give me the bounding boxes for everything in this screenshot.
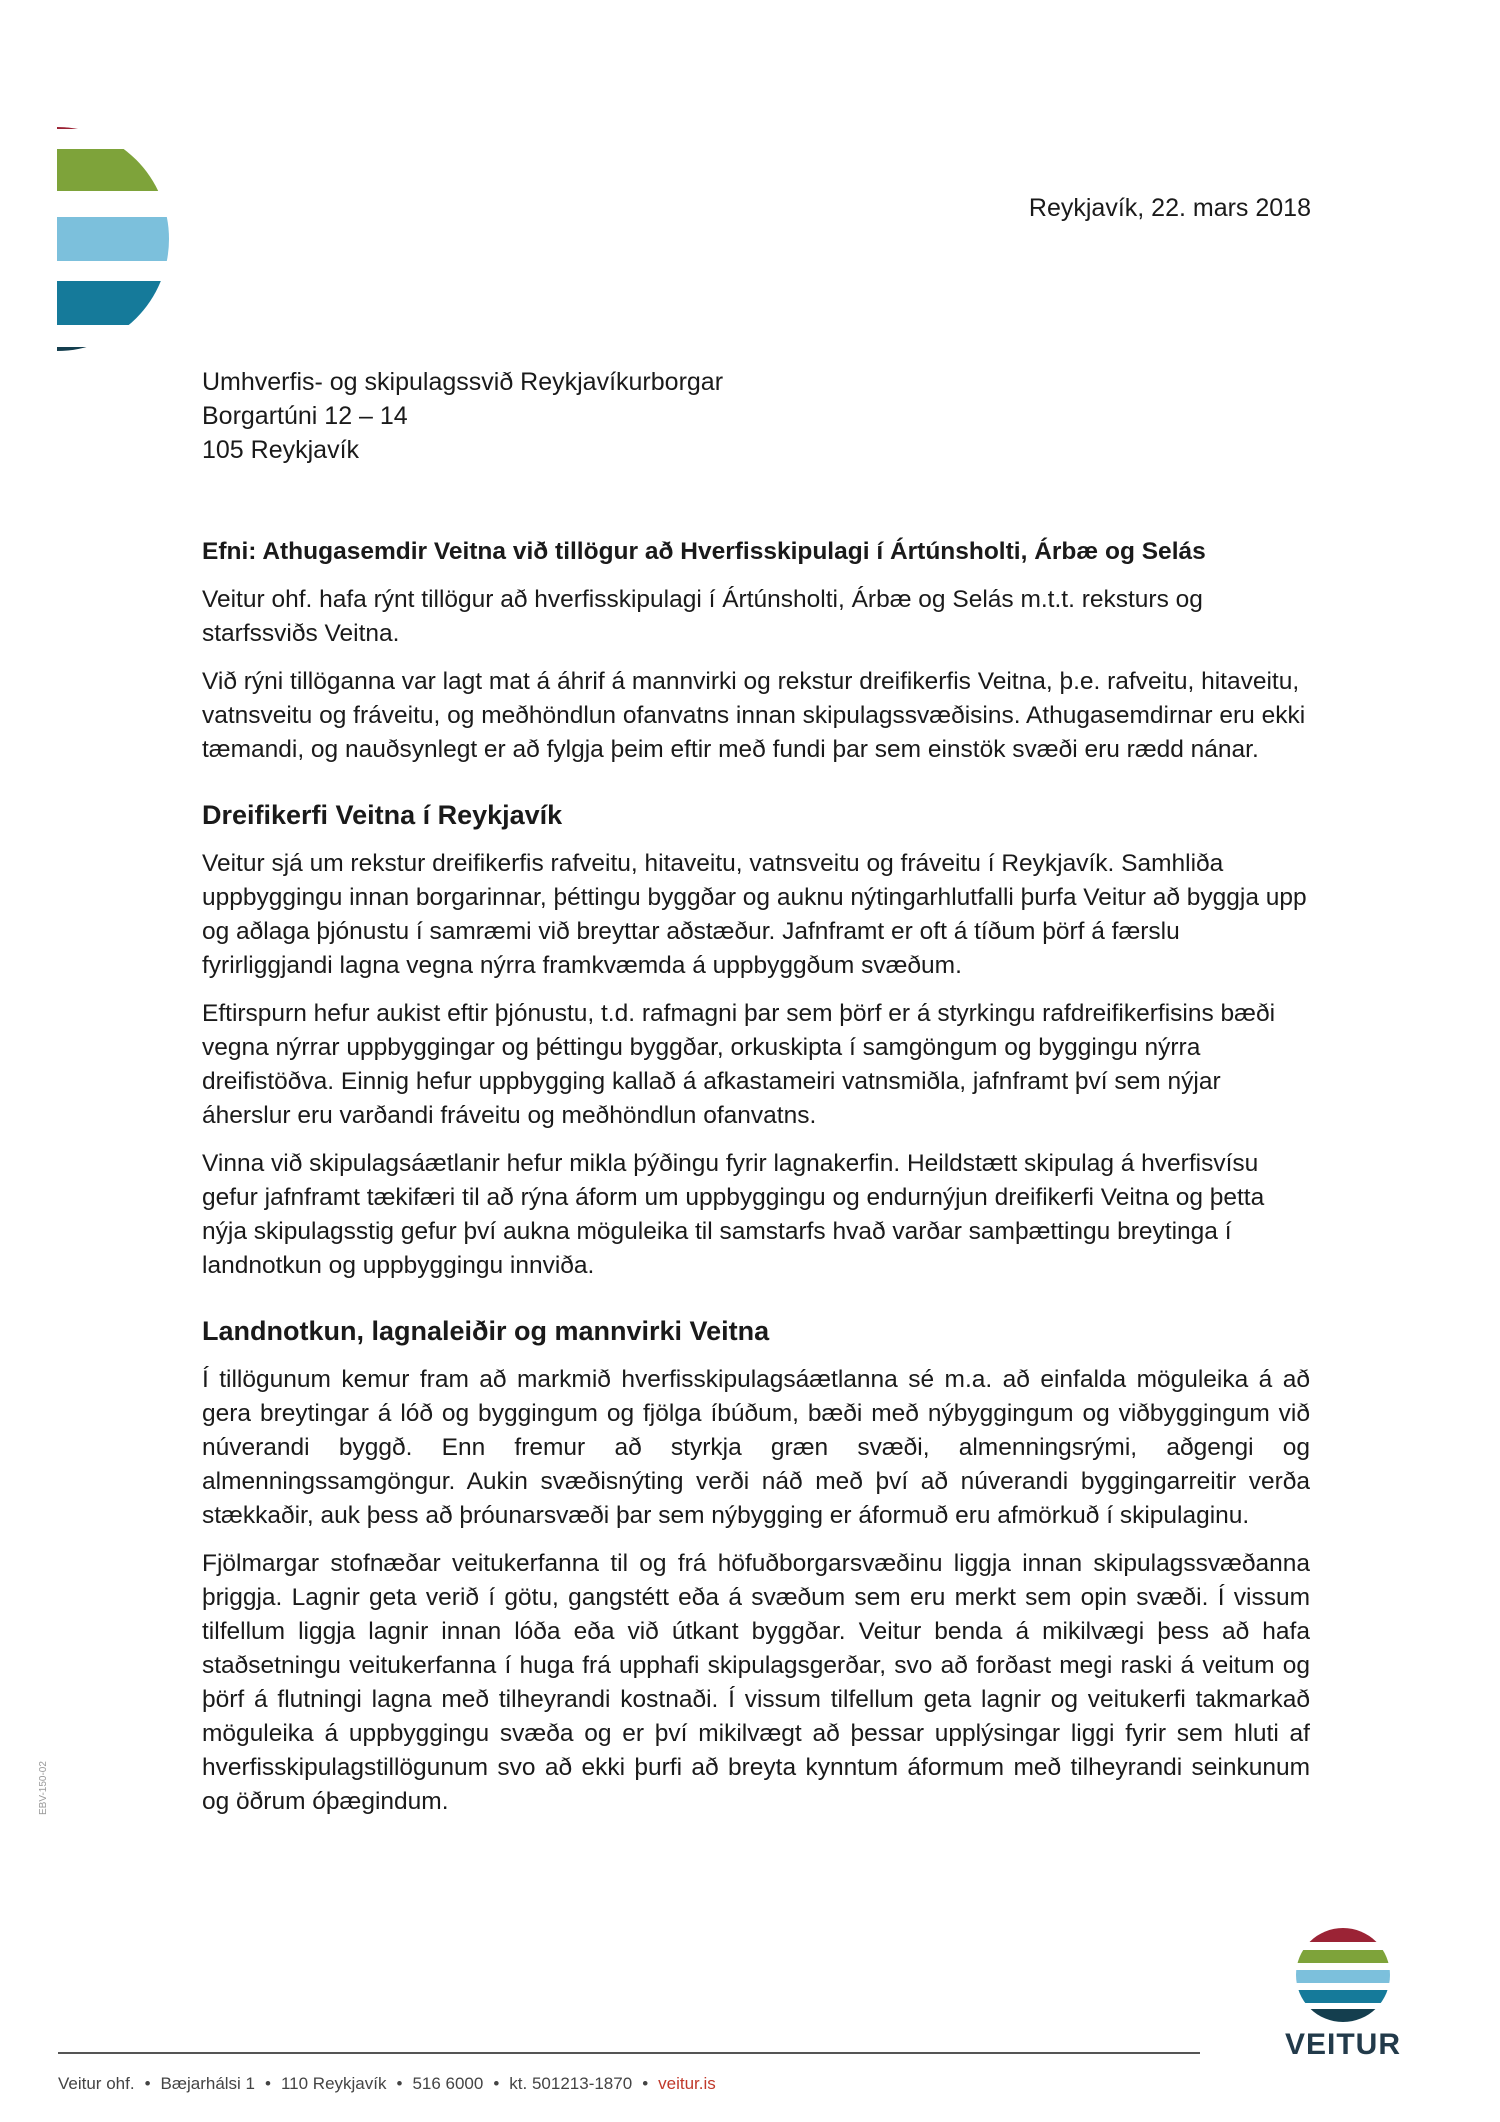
logo-half-circle — [57, 93, 169, 385]
logo-circle-icon — [1296, 1928, 1390, 2022]
footer-phone: 516 6000 — [412, 2074, 484, 2093]
recipient-line: 105 Reykjavík — [202, 436, 360, 464]
section-heading: Landnotkun, lagnaleiðir og mannvirki Veitna — [202, 1316, 770, 1346]
body-paragraph: Fjölmargar stofnæðar veitukerfanna til og frá höfuðborgarsvæðinu liggja innan skipulagssvæðanna þriggja. Lagnir geta verið í götu, gangstétt eða á svæðum sem eru merkt sem opin svæði. Í vissum tilfellum liggja lagnir innan lóða eða við útkant byggðar. Veitur benda á mikilvægi þess að hafa staðsetningu veitukerfanna í huga frá upphafi skipulagsgerðar, svo að forðast megi raski á veitum og þörf á flutningi lagna með tilheyrandi kostnaði. Í vissum tilfellum geta lagnir og veitukerfi takmarkað möguleika á uppbyggingu svæða og er því mikilvægt að þessar upplýsingar liggi fyrir sem hluti af hverfisskipulagstillögunum svo að ekki þurfi að breyta kynntum áformum með tilheyrandi seinkunum og öðrum óþægindum. — [202, 1550, 1310, 1815]
footer-separator: • — [396, 2074, 403, 2093]
footer-web-link[interactable]: veitur.is — [658, 2074, 716, 2093]
footer — [58, 2074, 716, 2094]
recipient-line: Umhverfis- og skipulagssvið Reykjavíkurborgar — [202, 368, 724, 396]
brand-name: VEITUR — [1284, 2028, 1401, 2061]
footer-company: Veitur ohf. — [58, 2074, 135, 2093]
logo-stripes-icon — [57, 93, 169, 385]
body-paragraph: Í tillögunum kemur fram að markmið hverfisskipulagsáætlanna sé m.a. að einfalda möguleika á að gera breytingar á lóð og byggingum og fjölga íbúðum, bæði með nýbyggingum og viðbyggingum við núverandi byggð. Enn fremur að styrkja græn svæði, almenningsrými, aðgengi og almenningssamgöngur. Aukin svæðisnýting verði náð með því að núverandi byggingarreitir verða stækkaðir, auk þess að þróunarsvæði þar sem nýbygging er áformuð eru afmörkuð í skipulaginu. — [202, 1366, 1310, 1529]
body-paragraph: Vinna við skipulagsáætlanir hefur mikla þýðingu fyrir lagnakerfin. Heildstætt skipulag á hverfisvísu gefur jafnframt tækifæri til að rýna áform um uppbyggingu og endurnýjun dreifikerfi Veitna og þetta nýja skipulagsstig gefur því aukna möguleika til samstarfs hvað varðar samþættingu breytinga í landnotkun og uppbyggingu innviða. — [202, 1150, 1265, 1279]
body-paragraph: Veitur ohf. hafa rýnt tillögur að hverfisskipulagi í Ártúnsholti, Árbæ og Selás m.t.t. reksturs og starfssviðs Veitna. — [202, 586, 1203, 647]
footer-divider — [58, 2052, 1200, 2054]
letter-subject: Efni: Athugasemdir Veitna við tillögur að Hverfisskipulagi í Ártúnsholti, Árbæ og Selás — [202, 538, 1206, 565]
footer-kt: kt. 501213-1870 — [509, 2074, 633, 2093]
letter-body — [202, 535, 1310, 1833]
footer-street: Bæjarhálsi 1 — [160, 2074, 256, 2093]
footer-city: 110 Reykjavík — [280, 2074, 387, 2093]
body-paragraph: Eftirspurn hefur aukist eftir þjónustu, t.d. rafmagni þar sem þörf er á styrkingu rafdreifikerfisins bæði vegna nýrrar uppbyggingar og þéttingu byggðar, orkuskipta í samgöngum og byggingu nýrra dreifistöðva. Einnig hefur uppbygging kallað á afkastameiri vatnsmiðla, jafnframt því sem nýjar áherslur eru varðandi fráveitu og meðhöndlun ofanvatns. — [202, 1000, 1276, 1129]
section-heading: Dreifikerfi Veitna í Reykjavík — [202, 800, 563, 830]
footer-separator: • — [493, 2074, 500, 2093]
body-paragraph: Veitur sjá um rekstur dreifikerfis rafveitu, hitaveitu, vatnsveitu og fráveitu í Reykjavík. Samhliða uppbyggingu innan borgarinnar, þéttingu byggðar og auknu nýtingarhlutfalli þurfa Veitur að byggja upp og aðlaga þjónustu í samræmi við breyttar aðstæður. Jafnframt er oft á tíðum þörf á færslu fyrirliggjandi lagna vegna nýrra framkvæmda á uppbyggðum svæðum. — [202, 850, 1307, 979]
letter-date: Reykjavík, 22. mars 2018 — [1028, 194, 1311, 222]
recipient-line: Borgartúni 12 – 14 — [202, 402, 408, 430]
body-paragraph: Við rýni tillöganna var lagt mat á áhrif á mannvirki og rekstur dreifikerfis Veitna, þ.e. rafveitu, hitaveitu, vatnsveitu og fráveitu, og meðhöndlun ofanvatns innan skipulagssvæðisins. Athugasemdirnar eru ekki tæmandi, og nauðsynlegt er að fylgja þeim eftir með fundi þar sem einstök svæði eru rædd nánar. — [202, 668, 1306, 763]
veitur-logo — [1283, 1928, 1403, 2062]
document-code: EBV-150-02 — [38, 1761, 49, 1815]
footer-separator: • — [144, 2074, 151, 2093]
footer-separator: • — [265, 2074, 271, 2093]
recipient-address — [202, 365, 723, 467]
footer-separator: • — [642, 2074, 649, 2093]
